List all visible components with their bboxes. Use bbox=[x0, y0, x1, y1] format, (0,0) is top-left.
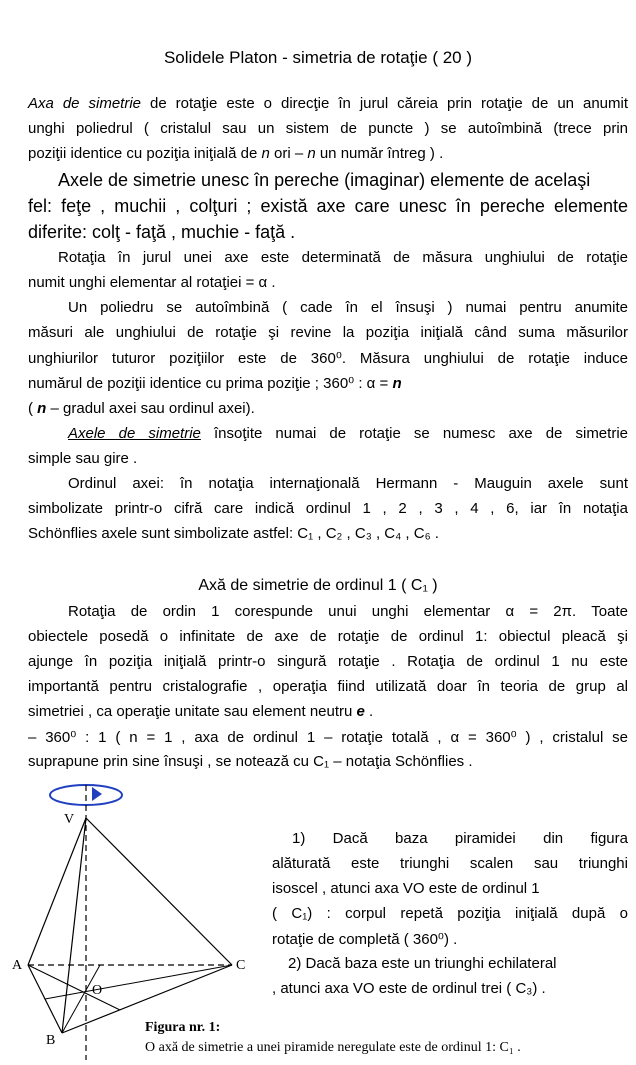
rotation-line-2: numit unghi elementar al rotaţiei = α . bbox=[28, 274, 276, 291]
intro-line-2: unghi poliedrul ( cristalul sau un sistem de puncte ) se autoîmbină (trece prin bbox=[28, 120, 628, 137]
intro-text: de rotaţie este o direcţie în jurul căreia prin rotaţie de un anumit bbox=[141, 95, 629, 112]
vertex-b-label: B bbox=[46, 1033, 56, 1048]
poly-text: numărul de poziţii identice cu prima poziţie ; 360⁰ : α = bbox=[28, 375, 393, 392]
section-line-7: suprapune prin sine însuşi , se notează cu C₁ – notaţia Schönflies . bbox=[28, 753, 473, 770]
var-n: n bbox=[307, 145, 316, 162]
section-text: . bbox=[364, 703, 374, 720]
order-line-1: Ordinul axei: în notaţia internaţională Hermann - Mauguin axele sunt bbox=[68, 475, 628, 492]
edge-vc bbox=[86, 818, 232, 965]
axes-line-3: diferite: colţ - faţă , muchie - faţă . bbox=[28, 222, 296, 242]
section-line-1: Rotaţia de ordin 1 corespunde unui unghi elementar α = 2π. Toate bbox=[68, 603, 628, 620]
side-line-5: rotaţie de completă ( 360⁰) . bbox=[272, 931, 458, 948]
side-line-7: , atunci axa VO este de ordinul trei ( C₃) . bbox=[272, 980, 546, 997]
intro-text: ori – bbox=[269, 145, 308, 162]
vertex-c-label: C bbox=[236, 958, 246, 973]
var-n: n bbox=[37, 400, 47, 417]
side-line-3: isoscel , atunci axa VO este de ordinul 1 bbox=[272, 880, 540, 897]
intro-text: poziţii identice cu poziţia iniţială de bbox=[28, 145, 262, 162]
section-line-6: – 360⁰ : 1 ( n = 1 , axa de ordinul 1 – rotaţie totală , α = 360⁰ ) , cristalul se bbox=[28, 729, 628, 746]
axes-line-1: Axele de simetrie unesc în pereche (imaginar) elemente de acelaşi bbox=[58, 170, 591, 190]
side-line-2: alăturată este triunghi scalen sau triunghi bbox=[272, 855, 628, 872]
side-line-4: ( C₁) : corpul repetă poziţia iniţială după o bbox=[272, 905, 628, 922]
var-n: n bbox=[392, 375, 402, 392]
poly-line-1: Un poliedru se autoîmbină ( cade în el însuşi ) numai pentru anumite bbox=[68, 299, 628, 316]
side-line-6: 2) Dacă baza este un triunghi echilateral bbox=[288, 955, 557, 972]
vertex-v-label: V bbox=[64, 812, 75, 827]
median-c bbox=[45, 965, 232, 999]
poly-text: – gradul axei sau ordinul axei). bbox=[46, 400, 255, 417]
point-o-label: O bbox=[92, 983, 103, 998]
poly-text: ( bbox=[28, 400, 38, 417]
poly-line-2: măsuri ale unghiului de rotaţie şi revine la poziţia iniţială când suma măsurilor bbox=[28, 324, 628, 341]
simple-text: însoţite numai de rotaţie se numesc axe de simetrie bbox=[200, 425, 628, 442]
figure-caption-title: Figura nr. 1: bbox=[145, 1020, 221, 1035]
section-line-3: ajunge în poziţia iniţială printr-o singură rotaţie . Rotaţia de ordinul 1 nu este bbox=[28, 653, 628, 670]
poly-line-3: unghiurilor tuturor poziţiilor este de 360⁰. Măsura unghiului de rotaţie induce bbox=[28, 350, 628, 367]
axes-term: Axele de simetrie bbox=[68, 425, 201, 442]
median-b bbox=[62, 965, 103, 1033]
section-heading: Axă de simetrie de ordinul 1 ( C₁ ) bbox=[198, 577, 438, 594]
simple-line-2: simple sau gire . bbox=[28, 450, 138, 467]
var-n: n bbox=[261, 145, 270, 162]
section-text: simetriei , ca operaţie unitate sau element neutru bbox=[28, 703, 357, 720]
rotation-arrow-icon bbox=[92, 787, 102, 801]
vertex-a-label: A bbox=[12, 958, 23, 973]
var-e: e bbox=[356, 703, 365, 720]
page-title: Solidele Platon - simetria de rotaţie ( 20 ) bbox=[163, 48, 473, 67]
order-line-2: simbolizate printr-o cifră care indică ordinul 1 , 2 , 3 , 4 , 6, iar în notaţia bbox=[28, 500, 628, 517]
axis-term: Axa de simetrie bbox=[28, 95, 142, 112]
rotation-line-1: Rotaţia în jurul unei axe este determinată de măsura unghiului de rotaţie bbox=[58, 249, 628, 266]
section-line-4: importantă pentru cristalografie , operaţia fiind utilizată doar în teoria de grup al bbox=[28, 678, 628, 695]
section-line-2: obiectele posedă o infinitate de axe de rotaţie de ordinul 1: obiectul pleacă şi bbox=[28, 628, 628, 645]
order-line-3: Schönflies axele sunt simbolizate astfel: C₁ , C₂ , C₃ , C₄ , C₆ . bbox=[28, 525, 439, 542]
side-line-1: 1) Dacă baza piramidei din figura bbox=[292, 830, 628, 847]
intro-text: un număr întreg ) . bbox=[315, 145, 444, 162]
edge-vb bbox=[62, 818, 86, 1033]
axes-line-2: fel: feţe , muchii , colţuri ; există axe care unesc în pereche elemente bbox=[28, 196, 628, 216]
figure-caption-text: O axă de simetrie a unei piramide neregulate este de ordinul 1: C₁ . bbox=[145, 1040, 521, 1055]
